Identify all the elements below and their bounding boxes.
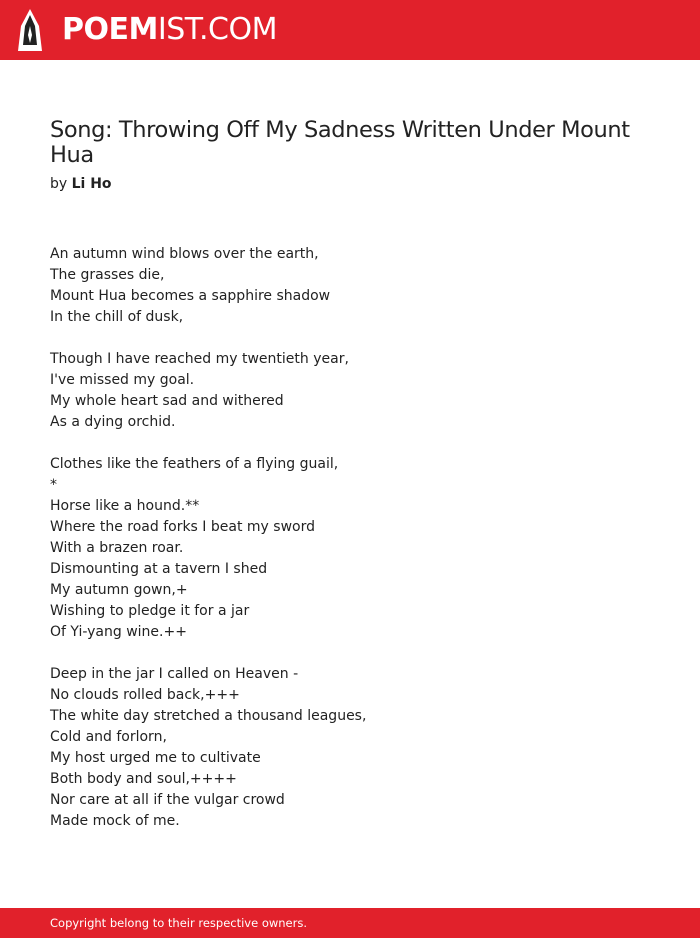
poem-line: Horse like a hound.** [50,498,200,514]
poem-line: My host urged me to cultivate [50,750,261,766]
site-header [0,0,700,60]
stanza [50,454,650,643]
site-footer [0,908,700,938]
author-name: Li Ho [71,176,112,192]
poem-line: The grasses die, [50,267,165,283]
poem-line: Dismounting at a tavern I shed [50,561,268,577]
poem-line: No clouds rolled back,+++ [50,687,240,703]
poem-line: Mount Hua becomes a sapphire shadow [50,288,331,304]
poem-line: The white day stretched a thousand leagues, [50,708,367,724]
poem-line: As a dying orchid. [50,414,176,430]
poem-line: I've missed my goal. [50,372,195,388]
poem-line: * [50,477,57,493]
stanza [50,349,650,433]
byline [50,174,112,194]
logo-text-light: IST.COM [157,12,277,47]
poem-line: Where the road forks I beat my sword [50,519,315,535]
poem-line: Of Yi-yang wine.++ [50,624,187,640]
poem-line: Deep in the jar I called on Heaven - [50,666,299,682]
poem-line: My whole heart sad and withered [50,393,284,409]
stanza [50,244,650,328]
poem-body [50,244,650,853]
poem-line: Made mock of me. [50,813,180,829]
poem-line: Cold and forlorn, [50,729,167,745]
poem-line: My autumn gown,+ [50,582,188,598]
poem-line: Nor care at all if the vulgar crowd [50,792,285,808]
stanza [50,664,650,832]
poem-line: Wishing to pledge it for a jar [50,603,250,619]
poem-line: With a brazen roar. [50,540,184,556]
site-logo[interactable] [62,12,277,48]
pen-nib-icon [18,9,42,51]
poem-line: Clothes like the feathers of a flying guail, [50,456,339,472]
by-label: by [50,176,68,192]
copyright-text: Copyright belong to their respective owners. [50,916,308,930]
poem-line: Though I have reached my twentieth year, [50,351,349,367]
poem-line: An autumn wind blows over the earth, [50,246,319,262]
poem-line: In the chill of dusk, [50,309,184,325]
poem-line: Both body and soul,++++ [50,771,237,787]
poem-title: Song: Throwing Off My Sadness Written Under Mount Hua [50,117,630,168]
logo-text-bold: POEM [62,12,158,47]
